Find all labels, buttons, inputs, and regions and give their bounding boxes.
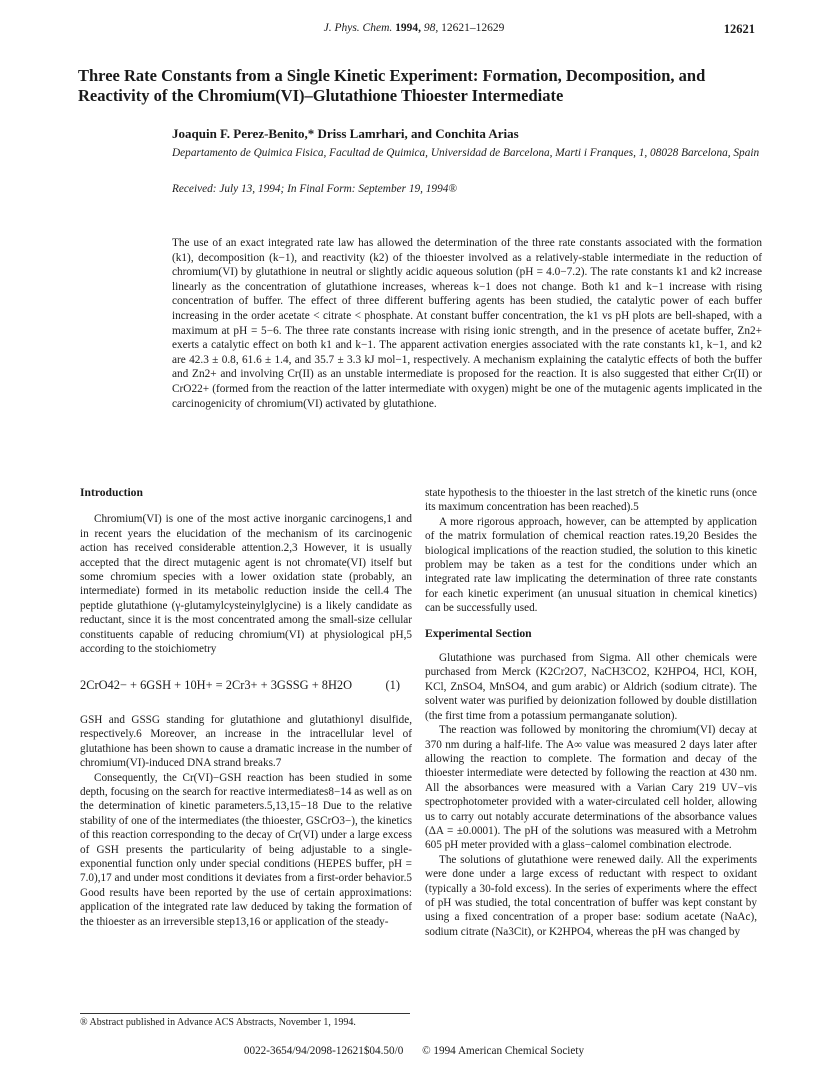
- introduction-heading: Introduction: [80, 486, 143, 499]
- experimental-paragraph-2: The reaction was followed by monitoring the chromium(VI) decay at 370 nm during a half-life. The A∞ value was measured 2 days later after allowing the reaction to complete. The formation and decay of the thioester intermediate were detected by following the reaction at 430 nm. All the absorbances were measured with a Varian Cary 219 UV−vis spectrophotometer provided with a water-circulated cell holder, allowing us to carry out notably accurate determinations of the absorbance values (ΔA = ±0.0001). The pH of the solutions was measured with a Metrohm 605 pH meter provided with a glass−calomel combination electrode.: [425, 724, 757, 852]
- journal-year: 1994,: [395, 22, 422, 34]
- left-column: [80, 486, 412, 929]
- equation-number: (1): [385, 678, 400, 693]
- received-dates: Received: July 13, 1994; In Final Form: September 19, 1994®: [172, 183, 457, 195]
- journal-name: J. Phys. Chem.: [323, 22, 393, 34]
- equation-1: [80, 678, 412, 692]
- intro-paragraph-4: state hypothesis to the thioester in the last stretch of the kinetic runs (once its maximum concentration has been reached).5: [425, 487, 757, 514]
- experimental-paragraph-1: Glutathione was purchased from Sigma. All other chemicals were purchased from Merck (K2Cr2O7, NaCH3CO2, K2HPO4, HCl, KOH, KCl, ZnSO4, MnSO4, and gum arabic) or Aldrich (sodium citrate). The solvent water was purified by deionization followed by double distillation (the first time from a potassium permanganate solution).: [425, 652, 757, 722]
- journal-citation: [0, 22, 828, 34]
- right-column: [425, 486, 757, 939]
- footnote: ® Abstract published in Advance ACS Abstracts, November 1, 1994.: [80, 1017, 356, 1028]
- affiliation: Departamento de Quimica Fisica, Facultad de Quimica, Universidad de Barcelona, Marti i Franques, 1, 08028 Barcelona, Spain: [172, 147, 760, 159]
- experimental-paragraph-3: The solutions of glutathione were renewed daily. All the experiments were done under a large excess of reductant with respect to oxidant (typically a 30-fold excess). In the series of experiments where the effect of pH was studied, the total concentration of buffer was kept constant by using a fixed concentration of a proper base: sodium acetate (NaAc), sodium citrate (Na3Cit), or K2HPO4, whereas the pH was changed by: [425, 853, 757, 938]
- page-number: 12621: [723, 22, 755, 36]
- page-footer: [0, 1045, 828, 1057]
- intro-paragraph-5: A more rigorous approach, however, can be attempted by application of the matrix formulation of chemical reaction rates.19,20 Besides the biological implications of the reaction studied, the solution to this kinetic problem may be taken as a test for the conditions under which an integrated rate law implicating the determination of three rate constants for each kinetic experiment (an unusual situation in chemical kinetics) can be successfully used.: [425, 515, 757, 615]
- journal-volume: 98,: [423, 22, 439, 34]
- abstract: The use of an exact integrated rate law has allowed the determination of the three rate constants associated with the formation (k1), decomposition (k−1), and reactivity (k2) of the thioester involved as a relatively-stable intermediate in the reduction of chromium(VI) by glutathione in neutral or slightly acidic aqueous solution (pH = 4.0−7.2). The rate constants k1 and k2 increase linearly as the concentration of glutathione increases, whereas k−1 does not change. Both k1 and k−1 increase with rising concentration of buffer. The effect of three different buffering agents has been studied, the catalytic power of each buffer increasing in the order acetate < citrate < phosphate. At constant buffer concentration, the k1 vs pH plots are bell-shaped, with a maximum at pH = 5−6. The three rate constants increase with rising ionic strength, and in the presence of acetate buffer, Zn2+ exerts a catalytic effect on both k1 and k−1. The apparent activation energies associated with the rate constants k1, k−1, and k2 are 42.3 ± 0.8, 61.6 ± 1.4, and 35.7 ± 3.3 kJ mol−1, respectively. A mechanism explaining the catalytic effects of both the buffer and Zn2+ and involving Cr(II) as an unstable intermediate is proposed for the reaction. It is also suggested that either Cr(II) or CrO22+ (formed from the reaction of the latter intermediate with oxygen) might be one of the mutagenic agents implicated in the carcinogenicity of chromium(VI) activated by glutathione.: [172, 237, 762, 410]
- equation-text: 2CrO42− + 6GSH + 10H+ = 2Cr3+ + 3GSSG + 8H2O: [80, 678, 353, 693]
- article-code: 0022-3654/94/2098-12621$04.50/0: [243, 1045, 404, 1057]
- journal-pages: 12621–12629: [441, 22, 505, 34]
- intro-paragraph-3: Consequently, the Cr(VI)−GSH reaction has been studied in some depth, focusing on the search for reactive intermediates8−14 as well as on the determination of kinetic parameters.5,13,15−18 Due to the relative stability of one of the intermediates (the thioester, GSCrO3−), the kinetics of this reaction corresponding to the decay of Cr(VI) under a large excess of GSH presents the particularity of being adjustable to a single-exponential function only under special conditions (HEPES buffer, pH = 7.0),17 and under most conditions it deviates from a first-order behavior.5 Good results have been reported by the use of certain approximations: application of the integrated rate law deduced by taking the formation of the thioester as an irreversible step13,16 or application of the steady-: [80, 771, 412, 928]
- experimental-heading: Experimental Section: [425, 626, 532, 640]
- footnote-divider: [80, 1013, 410, 1014]
- intro-paragraph-2: GSH and GSSG standing for glutathione and glutathionyl disulfide, respectively.6 Moreover, an increase in the intracellular level of glutathione has been shown to cause a dramatic increase in the number of chromium(VI)-induced DNA strand breaks.7: [80, 713, 412, 770]
- author-list: Joaquin F. Perez-Benito,* Driss Lamrhari, and Conchita Arias: [172, 126, 519, 141]
- copyright-notice: © 1994 American Chemical Society: [422, 1045, 585, 1057]
- intro-paragraph-1: Chromium(VI) is one of the most active inorganic carcinogens,1 and in recent years the elucidation of the mechanism of its carcinogenic action has received considerable attention.2,3 However, it is usually accepted that the direct mutagenic agent is not chromate(VI) itself but some chromium species with a lower oxidation state (probably, an intermediate) formed in its metabolic reduction inside the cell.4 The peptide glutathione (γ-glutamylcysteinylglycine) is a likely candidate as reductant, since it is the most concentrated among the small-size cellular constituents capable of reducing chromium(VI) at physiological pH,5 according to the stoichiometry: [80, 513, 412, 656]
- paper-title: Three Rate Constants from a Single Kinetic Experiment: Formation, Decomposition, and Reactivity of the Chromium(VI)–Glutathione Thioester Intermediate: [78, 66, 706, 105]
- running-head: [0, 22, 828, 38]
